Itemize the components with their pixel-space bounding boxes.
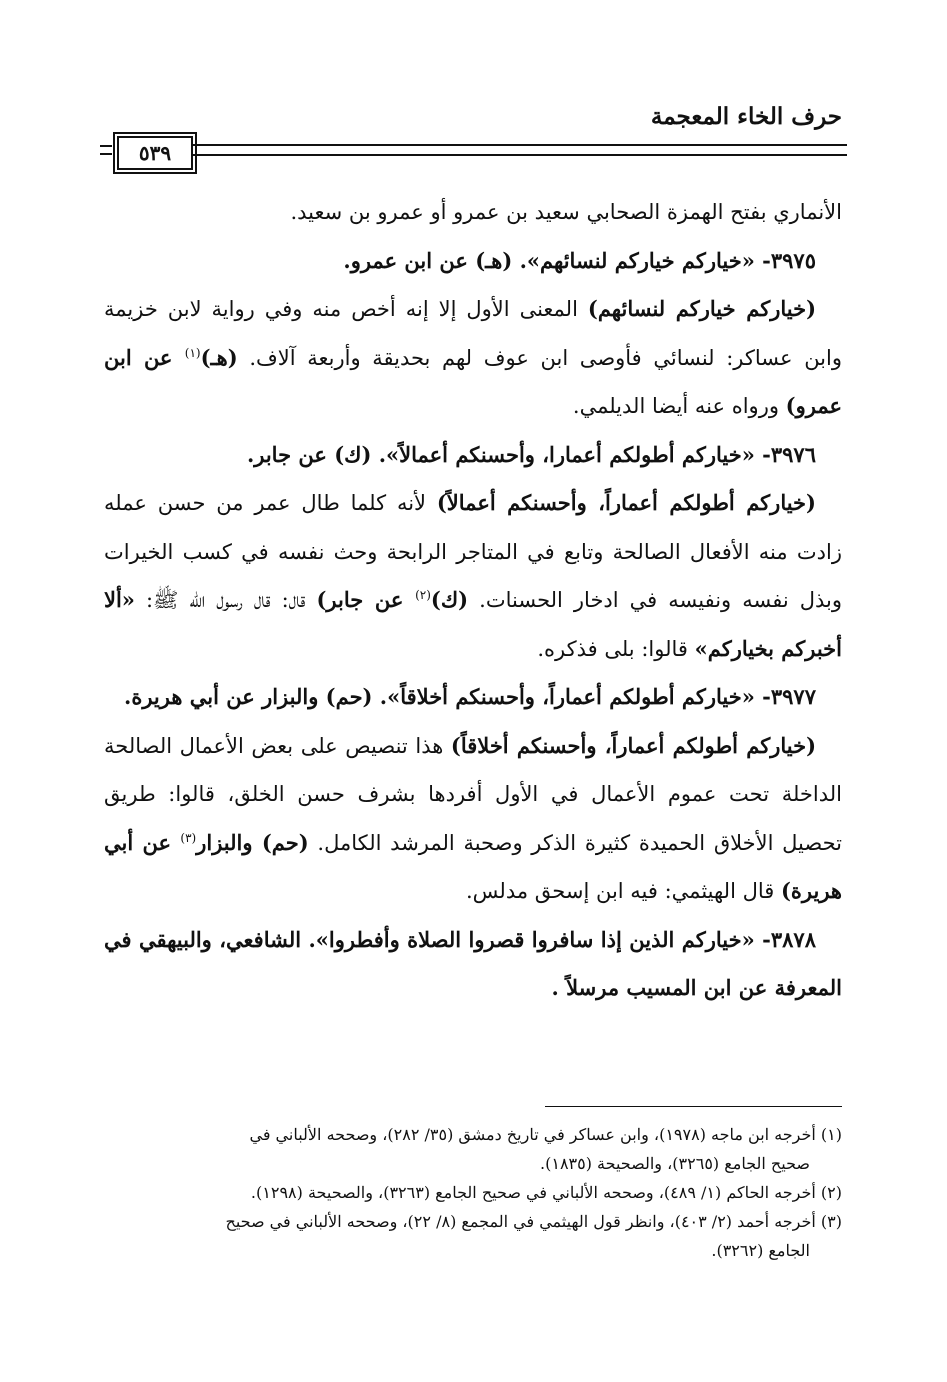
- page-number: ٥٣٩: [117, 136, 193, 170]
- double-rule: [192, 144, 847, 156]
- quoted-matn: (خياركم أطولكم أعماراً، وأحسنكم أعمالاً): [436, 490, 816, 515]
- commentary-3976: [104, 479, 842, 673]
- quoted-matn: (خياركم أطولكم أعماراً، وأحسنكم أخلاقاً): [450, 732, 817, 758]
- footnote-marker: (٢): [415, 588, 431, 602]
- commentary-3975: [104, 285, 842, 431]
- commentary-text: ورواه عنه أيضا الديلمي.: [572, 394, 786, 418]
- continuation-paragraph: الأنماري بفتح الهمزة الصحابي سعيد بن عمرو أو عمرو بن سعيد.: [290, 200, 842, 224]
- commentary-text: لأنه كلما طال عمر من حسن عمله زادت منه الأفعال الصالحة وتابع في المتاجر الرابحة وحث نفسه في كسب الخيرات وبذل نفسه ونفيسه في ادخار الحسنات.: [104, 491, 843, 612]
- source-ref: (هـ): [200, 344, 238, 370]
- hadith-3976: ٣٩٧٦- «خياركم أطولكم أعمارا، وأحسنكم أعمالاً». (ك) عن جابر.: [246, 441, 816, 467]
- footnotes: [104, 1120, 842, 1265]
- source-ref: عن جابر): [316, 587, 416, 612]
- footnote-1: (١) أخرجه ابن ماجه (١٩٧٨)، وابن عساكر في تاريخ دمشق (٣٥/ ٢٨٢)، وصححه الألباني في: [249, 1125, 842, 1144]
- running-head-title: حرف الخاء المعجمة: [650, 103, 842, 130]
- quoted-matn: «ألا أخبركم بخياركم»: [104, 587, 842, 661]
- source-ref: عن أبي هريرة): [104, 829, 842, 903]
- footnote-marker: (١): [184, 345, 201, 360]
- rule-tail: [100, 145, 112, 155]
- footnote-marker: (٣): [180, 830, 197, 845]
- commentary-text: المعنى الأول إلا إنه أخص منه وفي رواية لابن خزيمة وابن عساكر: لنسائي فأوصى ابن عوف لهم بحديقة وأربعة آلاف.: [104, 297, 842, 370]
- commentary-text: قال: قال رسول الله ﷺ:: [134, 588, 317, 612]
- commentary-3977: [104, 722, 842, 916]
- hadith-3878: ٣٨٧٨- «خياركم الذين إذا سافروا قصروا الصلاة وأفطروا». الشافعي، والبيهقي في المعرفة عن ابن المسيب مرسلاً .: [104, 926, 842, 1000]
- commentary-text: قالوا: بلى فذكره.: [537, 636, 695, 661]
- hadith-3975: ٣٩٧٥- «خياركم خياركم لنسائهم». (هـ) عن ابن عمرو.: [343, 247, 816, 273]
- footnote-3: (٣) أخرجه أحمد (٢/ ٤٠٣)، وانظر قول الهيثمي في المجمع (٨/ ٢٢)، وصححه الألباني في صحيح: [225, 1212, 842, 1231]
- main-text: [104, 188, 842, 1013]
- commentary-text: قال الهيثمي: فيه ابن إسحق مدلس.: [465, 879, 781, 903]
- footnote-1-cont: صحيح الجامع (٣٢٦٥)، والصحيحة (١٨٣٥).: [540, 1154, 810, 1173]
- quoted-matn: (خياركم خياركم لنسائهم): [587, 296, 816, 321]
- source-ref: (حم) والبزار: [196, 829, 309, 855]
- footnote-2: (٢) أخرجه الحاكم (١/ ٤٨٩)، وصححه الألباني في صحيح الجامع (٣٢٦٣)، والصحيحة (١٢٩٨).: [250, 1183, 842, 1202]
- commentary-text: هذا تنصيص على بعض الأعمال الصالحة الداخلة تحت عموم الأعمال في الأول أفردها بشرف حسن الخلق، قالوا: طريق تحصيل الأخلاق الحميدة كثيرة الذكر وصحبة المرشد الكامل.: [104, 733, 842, 855]
- hadith-3977: ٣٩٧٧- «خياركم أطولكم أعماراً، وأحسنكم أخلاقاً». (حم) والبزار عن أبي هريرة.: [124, 684, 816, 709]
- footnote-separator: [545, 1106, 842, 1107]
- source-ref: عن ابن عمرو): [104, 344, 842, 418]
- source-ref: (ك): [430, 587, 469, 612]
- header-rule: [100, 136, 847, 170]
- footnote-3-cont: الجامع (٣٢٦٢).: [711, 1241, 810, 1260]
